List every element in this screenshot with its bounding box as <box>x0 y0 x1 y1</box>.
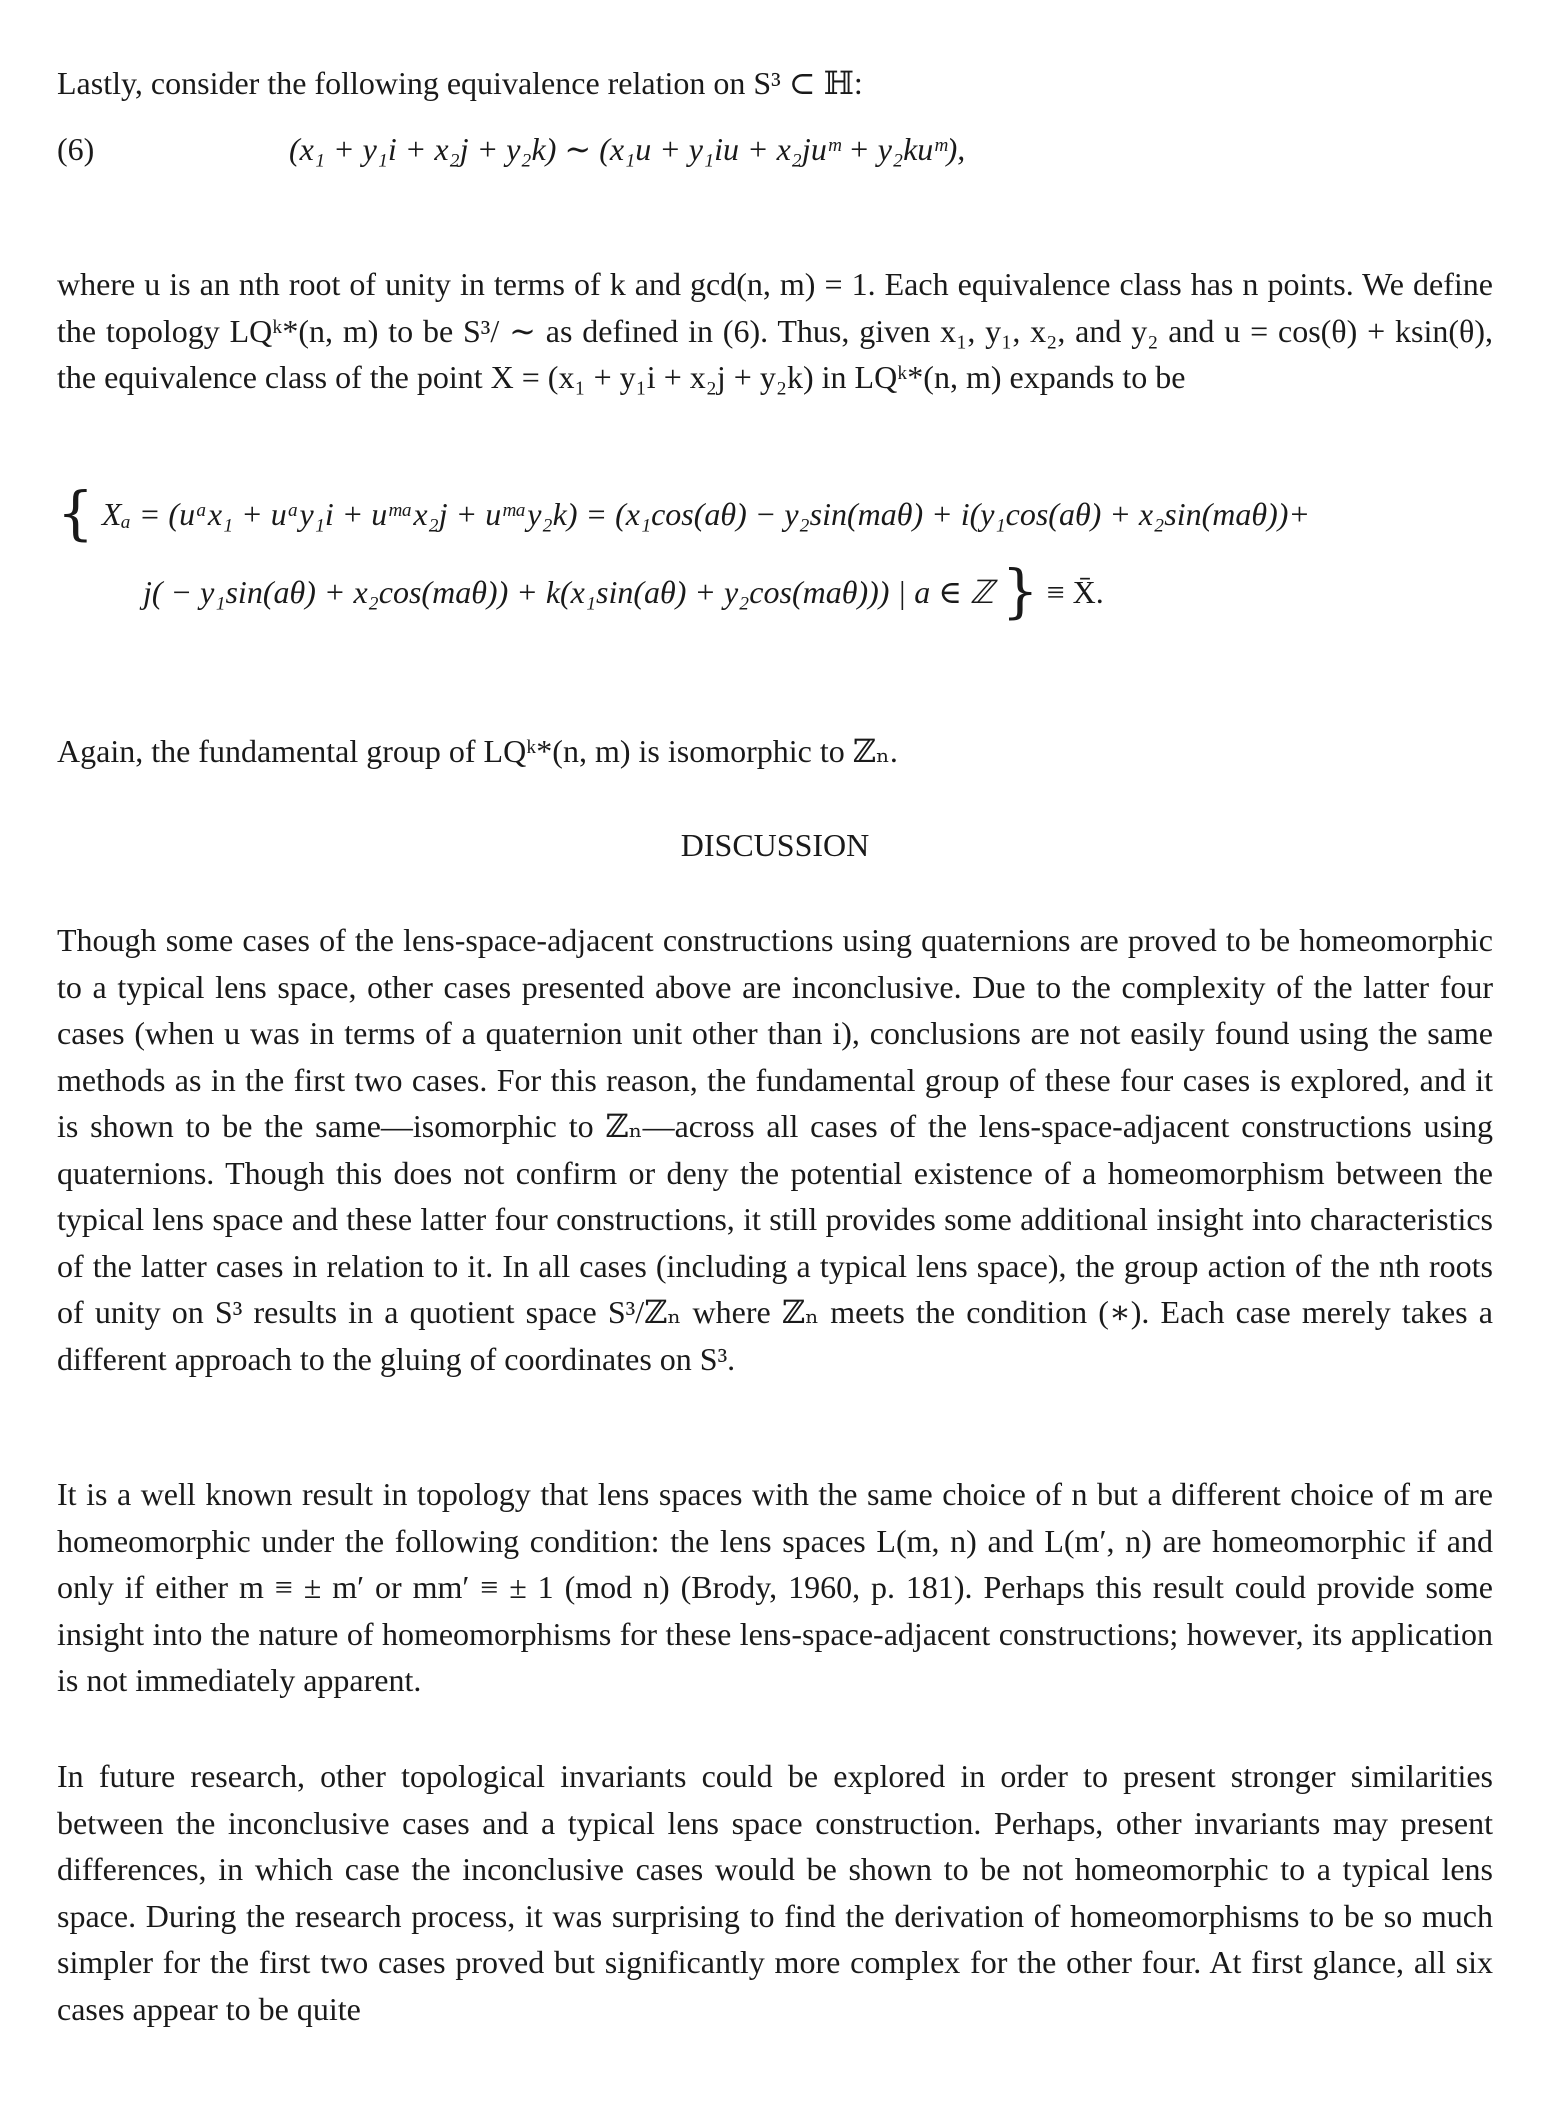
display-eq-tail: ≡ X̄. <box>1046 574 1104 610</box>
paragraph-discussion-1: Though some cases of the lens-space-adjacent constructions using quaternions are proved to be homeomorphic to a typical lens space, other cases presented above are inconclusive. Due to the complexity of the latter four cases (when u was in terms of a quaternion unit other than i), conclusions are not easily found using the same methods as in the first two cases. For this reason, the fundamental group of these four cases is explored, and it is shown to be the same—isomorphic to ℤₙ—across all cases of the lens-space-adjacent constructions using quaternions. Though this does not confirm or deny the potential existence of a homeomorphism between the typical lens space and these latter four constructions, it still provides some additional insight into characteristics of the latter cases in relation to it. In all cases (including a typical lens space), the group action of the nth roots of unity on S³ results in a quotient space S³/ℤₙ where ℤₙ meets the condition (∗). Each case merely takes a different approach to the gluing of coordinates on S³. <box>57 922 1493 1377</box>
paragraph-again: Again, the fundamental group of LQᵏ*(n, m) is isomorphic to ℤₙ. <box>57 733 898 769</box>
intro-line: Lastly, consider the following equivalence relation on S³ ⊂ ℍ: <box>57 65 863 101</box>
display-equation <box>57 479 1493 650</box>
equation-6 <box>57 126 1493 176</box>
equation-body: (x₁ + y₁i + x₂j + y₂k) ∼ (x₁u + y₁iu + x₂juᵐ + y₂kuᵐ), <box>289 131 966 167</box>
equation-number: (6) <box>57 131 95 167</box>
paragraph-discussion-2: It is a well known result in topology that lens spaces with the same choice of n but a different choice of m are homeomorphic under the following condition: the lens spaces L(m, n) and L(m′, n) are homeomorphic if and only if either m ≡ ± m′ or mm′ ≡ ± 1 (mod n) (Brody, 1960, p. 181). Perhaps this result could provide some insight into the nature of homeomorphisms for these lens-space-adjacent constructions; however, its application is not immediately apparent. <box>57 1476 1493 1698</box>
paragraph-discussion-3: In future research, other topological invariants could be explored in order to present stronger similarities between the inconclusive cases and a typical lens space construction. Perhaps, other invariants may present differences, in which case the inconclusive cases would be shown to be not homeomorphic to a typical lens space. During the research process, it was surprising to find the derivation of homeomorphisms to be so much simpler for the first two cases proved but significantly more complex for the other four. At first glance, all six cases appear to be quite <box>57 1758 1493 2027</box>
paragraph-where: where u is an nth root of unity in terms of k and gcd(n, m) = 1. Each equivalence class has n points. We define the topology LQᵏ*(n, m) to be S³/ ∼ as defined in (6). Thus, given x₁, y₁, x₂, and y₂ and u = cos(θ) + ksin(θ), the equivalence class of the point X = (x₁ + y₁i + x₂j + y₂k) in LQᵏ*(n, m) expands to be <box>57 266 1493 395</box>
close-brace: } <box>1001 557 1039 625</box>
display-eq-line-2: j( − y₁sin(aθ) + x₂cos(maθ)) + k(x₁sin(aθ) + y₂cos(maθ))) | a ∈ ℤ <box>143 574 994 610</box>
open-brace: { <box>57 479 94 547</box>
section-heading: DISCUSSION <box>680 827 870 863</box>
display-eq-line-1: Xₐ = (uᵃx₁ + uᵃy₁i + uᵐᵃx₂j + uᵐᵃy₂k) = (x₁cos(aθ) − y₂sin(maθ) + i(y₁cos(aθ) + x₂sin(maθ))+ <box>101 496 1310 532</box>
